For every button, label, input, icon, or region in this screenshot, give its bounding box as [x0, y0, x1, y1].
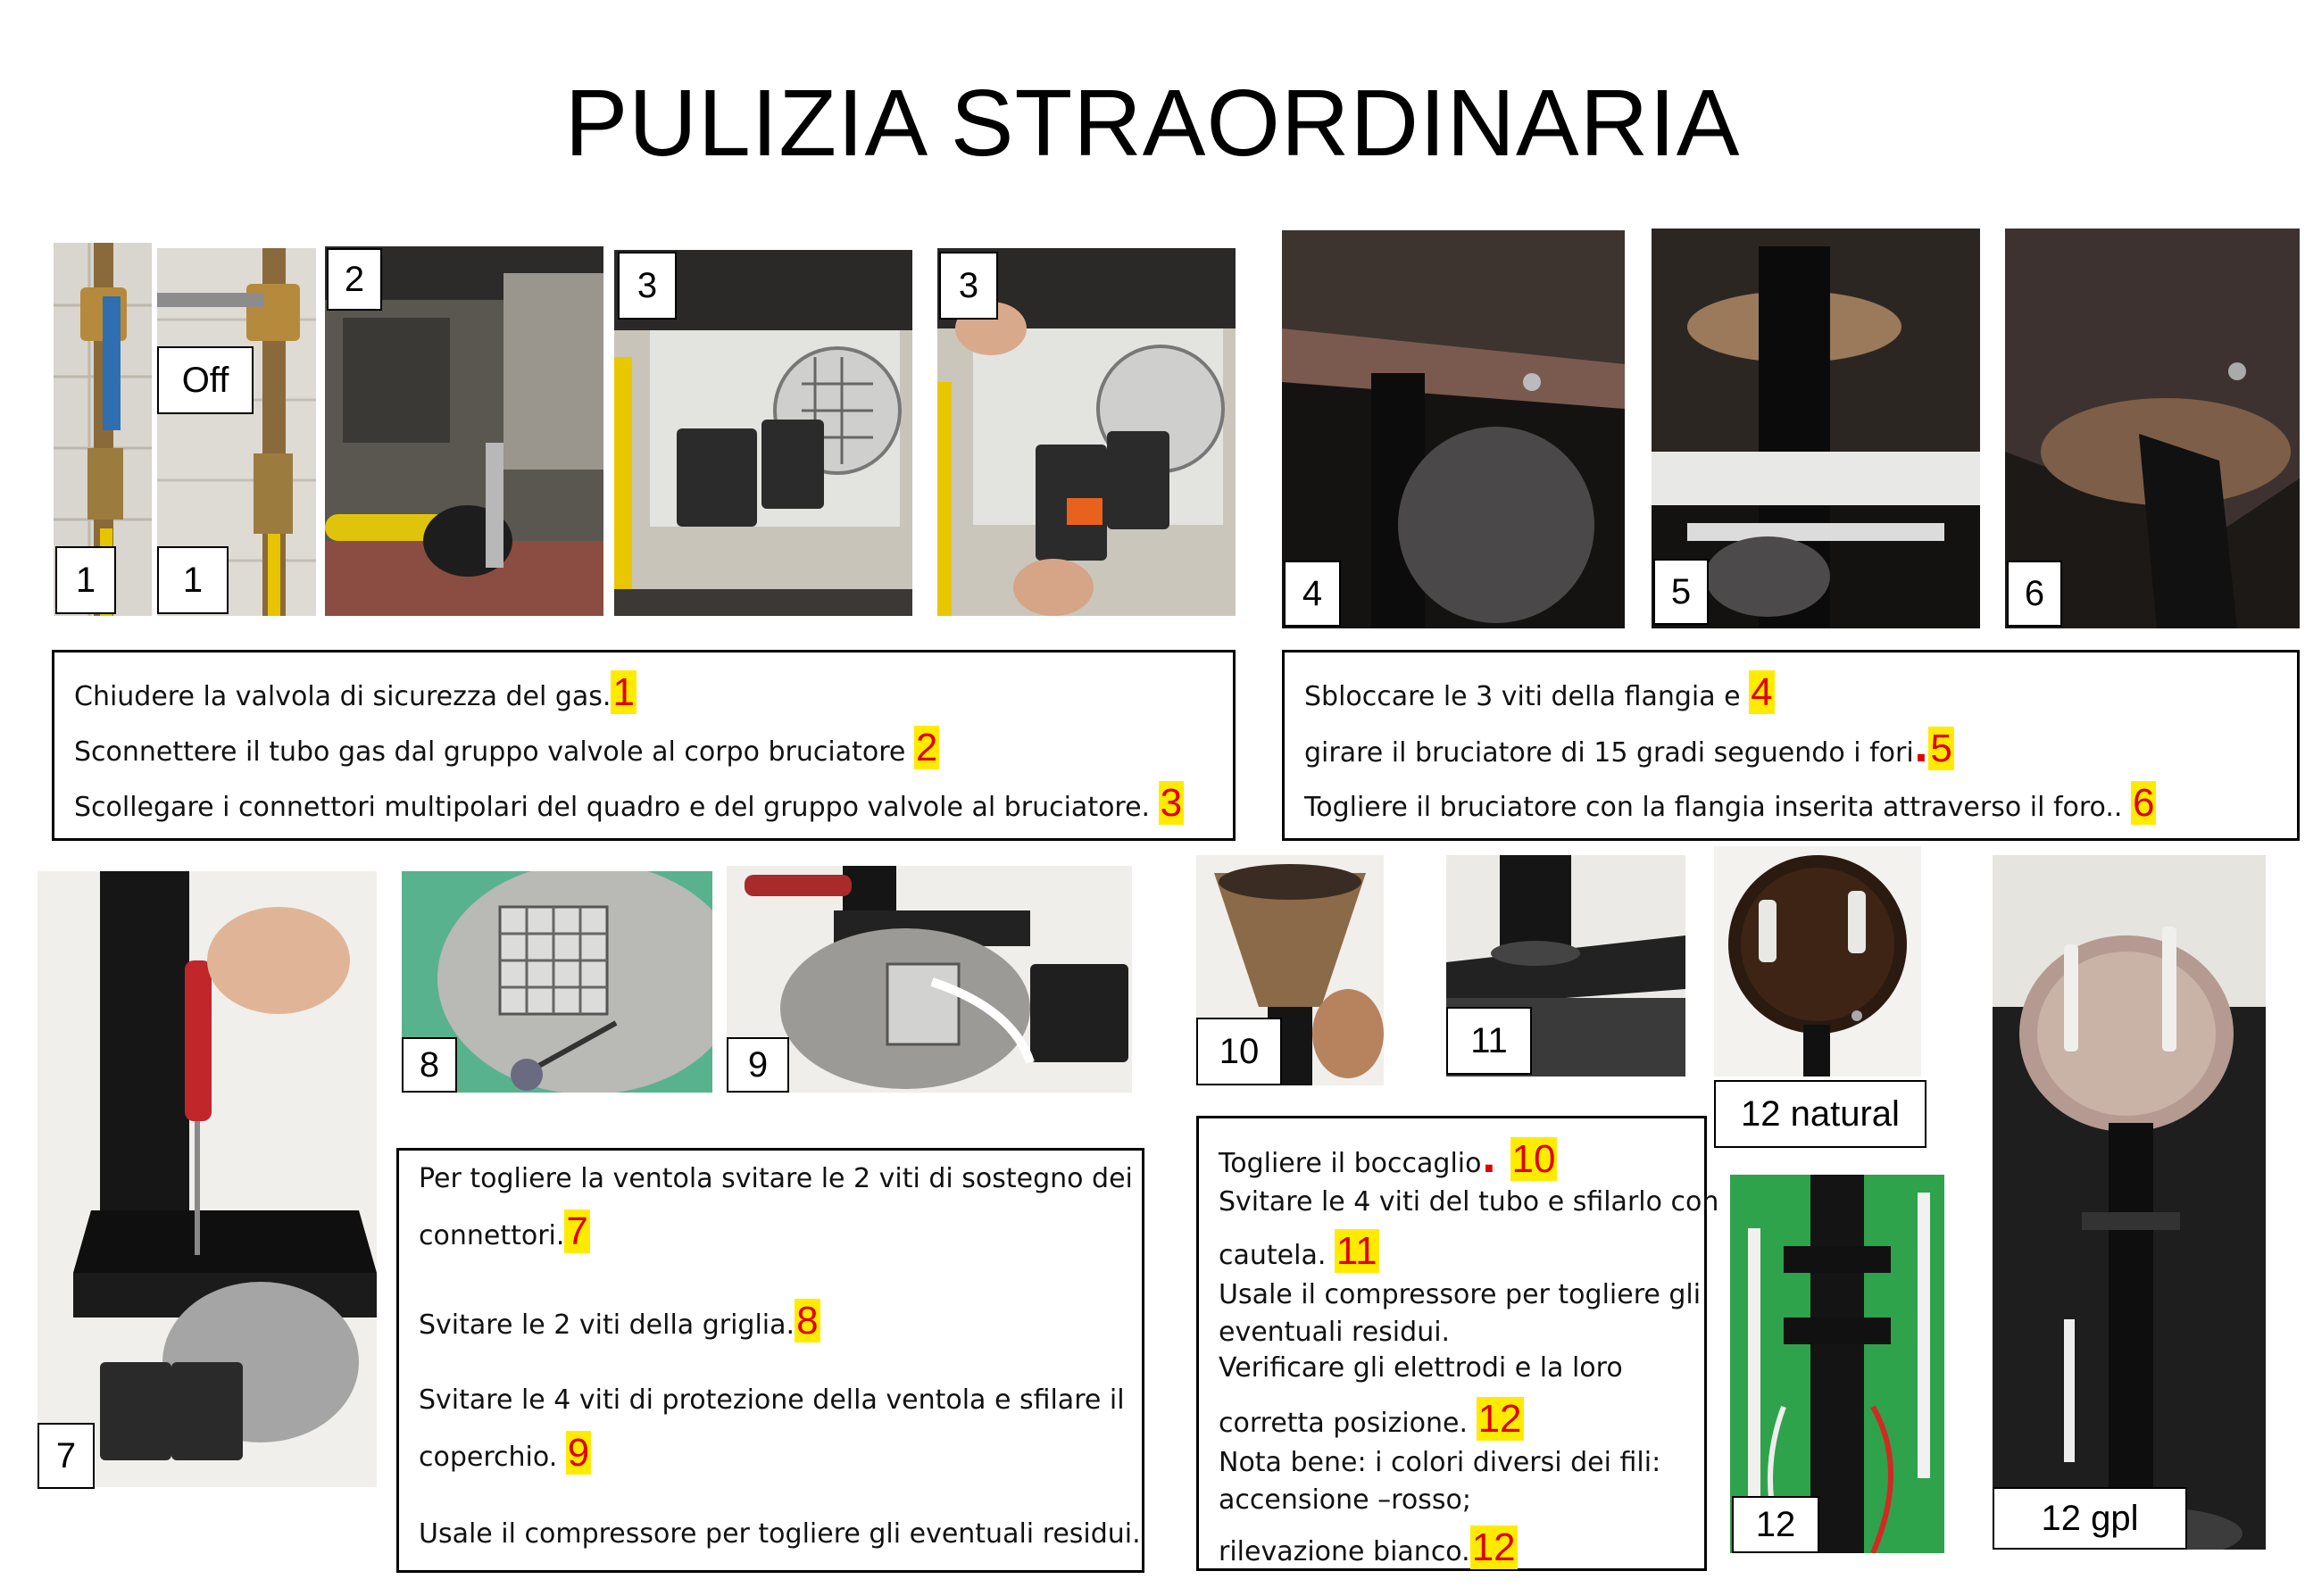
step-dot: . [1481, 1136, 1510, 1182]
step-number: 10 [1511, 1137, 1556, 1181]
instruction-text: Per togliere la ventola svitare le 2 viti di sostegno dei [419, 1163, 1133, 1194]
instruction-text: Svitare le 4 viti di protezione della ventola e sfilare il [419, 1384, 1125, 1416]
instruction-text: Nota bene: i colori diversi dei fili: [1219, 1447, 1661, 1478]
step-number: 6 [2132, 781, 2155, 825]
instruction-text: accensione –rosso; [1219, 1484, 1471, 1516]
instruction-text: eventuali residui. [1219, 1317, 1451, 1348]
step-label-11: 11 [1446, 1007, 1532, 1075]
step-number: 12 [1477, 1397, 1522, 1441]
instruction-text: Chiudere la valvola di sicurezza del gas. [74, 681, 612, 712]
instruction-text: cautela. [1219, 1240, 1335, 1271]
step-label-5: 5 [1653, 559, 1709, 625]
step-label-2: 2 [327, 248, 382, 311]
photo-fan-connector-screws [37, 871, 377, 1487]
step-number: 9 [567, 1431, 590, 1475]
photo-electrodes-natural [1714, 846, 1921, 1076]
step-number: 4 [1751, 670, 1773, 714]
step-number: 2 [915, 726, 938, 769]
step-label-6: 6 [2007, 561, 2062, 627]
instruction-text: girare il bruciatore di 15 gradi seguendo i fori [1304, 737, 1914, 769]
step-label-3b: 3 [939, 252, 998, 320]
instructions-box-3 [396, 1148, 1144, 1573]
instruction-text: Togliere il bruciatore con la flangia inserita attraverso il foro.. [1304, 792, 2131, 823]
instruction-text: connettori. [419, 1220, 565, 1251]
electrodes-natural-label: 12 natural [1714, 1080, 1926, 1148]
step-number: 1 [612, 670, 635, 714]
page-title: PULIZIA STRAORDINARIA [564, 71, 1741, 176]
instruction-text: Svitare le 4 viti del tubo e sfilarlo con [1219, 1186, 1719, 1218]
photo-electrodes-gpl [1993, 855, 2266, 1550]
instructions-box-4 [1196, 1116, 1719, 1571]
step-label-10: 10 [1196, 1018, 1282, 1085]
instruction-text: coperchio. [419, 1442, 566, 1473]
step-number: 8 [796, 1299, 819, 1342]
step-number: 5 [1930, 727, 1952, 770]
step-number: 3 [1160, 781, 1183, 825]
instruction-text: Usale il compressore per togliere gli [1219, 1279, 1702, 1310]
instruction-text: corretta posizione. [1219, 1408, 1477, 1439]
step-number: 11 [1336, 1229, 1377, 1273]
instruction-text: rilevazione bianco. [1219, 1536, 1470, 1567]
step-label-3a: 3 [618, 252, 677, 320]
step-label-1b: 1 [157, 546, 229, 614]
step-label-7: 7 [37, 1423, 95, 1489]
step-dot: . [1913, 726, 1929, 771]
step-label-12: 12 [1732, 1496, 1819, 1553]
instruction-text: Verificare gli elettrodi e la loro [1219, 1352, 1623, 1384]
step-label-8: 8 [402, 1037, 457, 1093]
step-number: 7 [566, 1209, 588, 1253]
instruction-text: Scollegare i connettori multipolari del quadro e del gruppo valvole al bruciatore. [74, 792, 1159, 823]
valve-off-label: Off [157, 346, 254, 414]
instructions-box-2 [1282, 650, 2300, 841]
instruction-text: Svitare le 2 viti della griglia. [419, 1309, 795, 1341]
step-label-4: 4 [1284, 561, 1341, 627]
electrodes-gpl-label: 12 gpl [1993, 1487, 2187, 1550]
step-label-9: 9 [727, 1037, 789, 1093]
instruction-text: Usale il compressore per togliere gli eventuali residui. [419, 1518, 1141, 1550]
instruction-text: Togliere il boccaglio [1219, 1148, 1482, 1179]
instructions-box-1 [52, 650, 1236, 841]
instruction-text: Sconnettere il tubo gas dal gruppo valvole al corpo bruciatore [74, 736, 914, 768]
instruction-text: Sbloccare le 3 viti della flangia e [1304, 681, 1750, 712]
step-label-1a: 1 [55, 546, 116, 614]
step-number: 12 [1471, 1525, 1516, 1569]
